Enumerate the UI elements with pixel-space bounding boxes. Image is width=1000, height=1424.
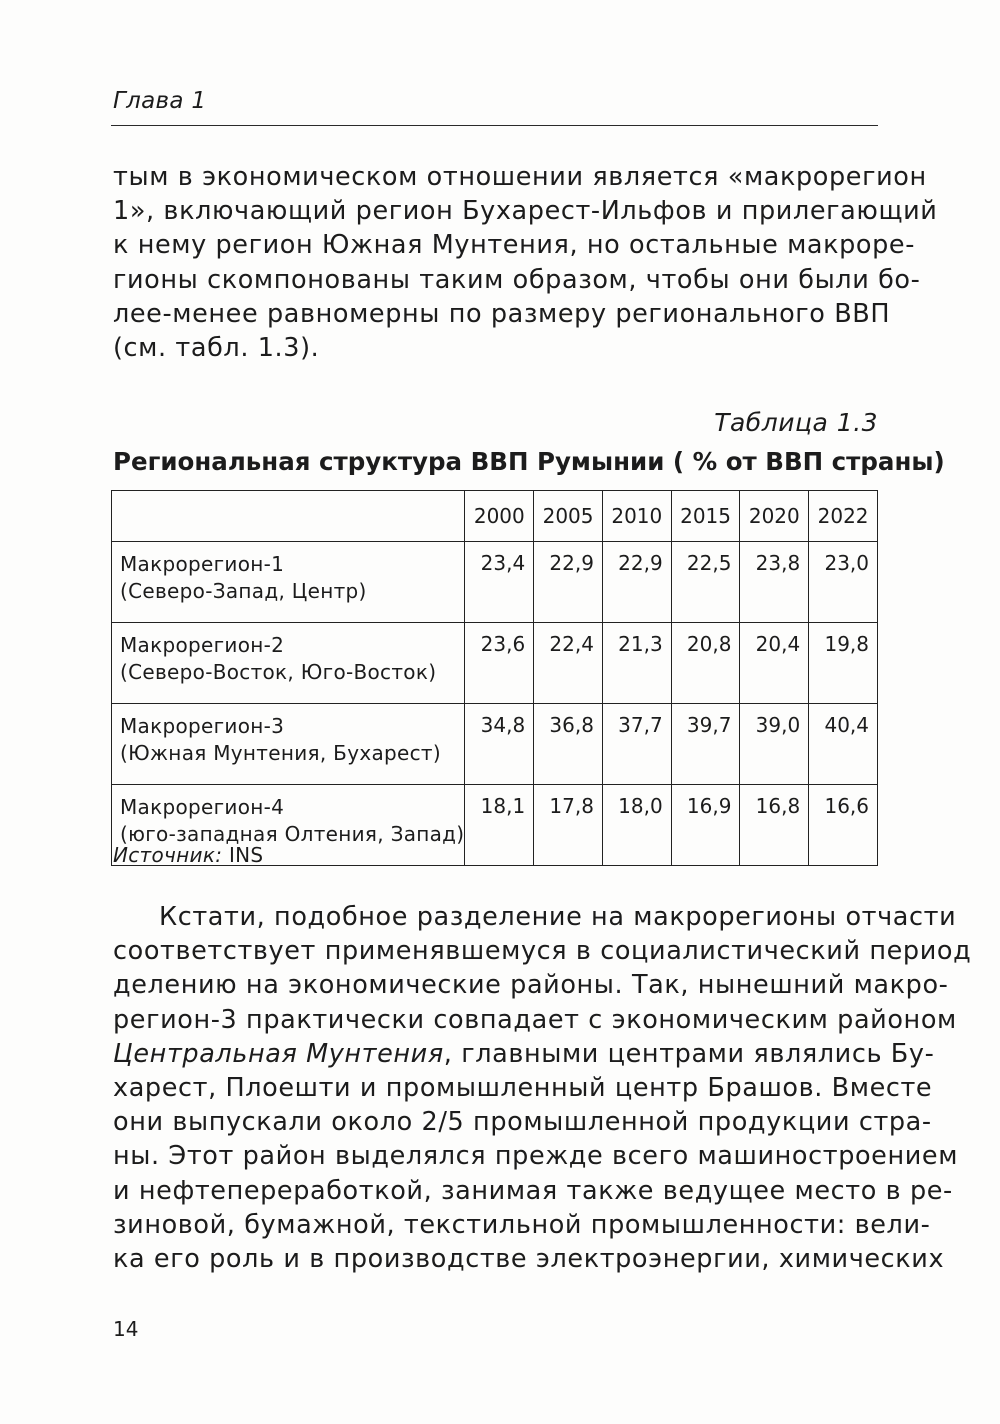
value-cell: 19,8 [809, 623, 878, 704]
emphasis-term: Центральная Мунтения [113, 1038, 444, 1069]
paragraph-line [113, 1037, 935, 1071]
paragraph-line: ка его роль и в производстве электроэнергии, химических [113, 1244, 945, 1275]
paragraph-line: регион-3 практически совпадает с экономическим районом [113, 1004, 957, 1035]
region-name-cell [112, 542, 465, 623]
table-source [113, 843, 263, 867]
value-cell: 37,7 [602, 704, 671, 785]
paragraph-line: ны. Этот район выделялся прежде всего машиностроением [113, 1141, 959, 1172]
year-header: 2015 [671, 491, 740, 542]
value-cell: 16,6 [809, 785, 878, 866]
value-cell: 23,0 [809, 542, 878, 623]
region-name: Макрорегион-4 [120, 795, 285, 819]
value-cell: 36,8 [534, 704, 603, 785]
paragraph-top [113, 160, 938, 365]
value-cell: 18,1 [465, 785, 534, 866]
header-rule [111, 125, 878, 126]
paragraph-line: лее-менее равномерны по размеру регионального ВВП [113, 298, 891, 329]
table-row [112, 623, 878, 704]
value-cell: 22,9 [602, 542, 671, 623]
year-header: 2020 [740, 491, 809, 542]
year-header: 2022 [809, 491, 878, 542]
value-cell: 16,9 [671, 785, 740, 866]
paragraph-line: (см. табл. 1.3). [113, 333, 320, 364]
paragraph-line: делению на экономические районы. Так, нынешний макро- [113, 970, 949, 1001]
value-cell: 20,4 [740, 623, 809, 704]
paragraph-line: гионы скомпонованы таким образом, чтобы они были бо- [113, 264, 921, 295]
region-name: Макрорегион-3 [120, 714, 285, 738]
header-blank-cell [112, 491, 465, 542]
value-cell: 22,5 [671, 542, 740, 623]
table-label: Таблица 1.3 [714, 408, 878, 437]
table-row [112, 704, 878, 785]
region-name: Макрорегион-1 [120, 552, 285, 576]
paragraph-line: соответствует применявшемуся в социалистический период [113, 936, 972, 967]
value-cell: 23,8 [740, 542, 809, 623]
value-cell: 39,0 [740, 704, 809, 785]
source-value: INS [228, 843, 264, 867]
paragraph-line: Кстати, подобное разделение на макрорегионы отчасти [159, 902, 957, 932]
source-label: Источник: [113, 843, 223, 867]
paragraph-line: к нему регион Южная Мунтения, но остальные макроре- [113, 230, 916, 261]
value-cell: 22,4 [534, 623, 603, 704]
table-title: Региональная структура ВВП Румынии ( % от ВВП страны) [113, 447, 945, 476]
paragraph-bottom [113, 900, 972, 1276]
region-detail: (юго-западная Олтения, Запад) [120, 822, 465, 846]
value-cell: 17,8 [534, 785, 603, 866]
paragraph-line: они выпускали около 2/5 промышленной продукции стра- [113, 1107, 932, 1138]
page-number: 14 [113, 1317, 139, 1341]
year-header: 2010 [602, 491, 671, 542]
gdp-table [111, 490, 878, 866]
value-cell: 39,7 [671, 704, 740, 785]
value-cell: 23,4 [465, 542, 534, 623]
table-row [112, 542, 878, 623]
region-name-cell [112, 704, 465, 785]
value-cell: 16,8 [740, 785, 809, 866]
paragraph-line: зиновой, бумажной, текстильной промышленности: вели- [113, 1209, 931, 1240]
paragraph-line: тым в экономическом отношении является «макрорегион [113, 162, 927, 192]
region-name-cell [112, 623, 465, 704]
value-cell: 40,4 [809, 704, 878, 785]
value-cell: 23,6 [465, 623, 534, 704]
value-cell: 21,3 [602, 623, 671, 704]
value-cell: 18,0 [602, 785, 671, 866]
paragraph-line: 1», включающий регион Бухарест-Ильфов и прилегающий [113, 196, 938, 227]
paragraph-line: и нефтепереработкой, занимая также ведущее место в ре- [113, 1175, 953, 1206]
paragraph-line-rest: , главными центрами являлись Бу- [443, 1038, 935, 1069]
value-cell: 20,8 [671, 623, 740, 704]
year-header: 2000 [465, 491, 534, 542]
value-cell: 34,8 [465, 704, 534, 785]
paragraph-line: харест, Плоешти и промышленный центр Брашов. Вместе [113, 1073, 933, 1104]
region-detail: (Северо-Восток, Юго-Восток) [120, 660, 437, 684]
table-header-row [112, 491, 878, 542]
running-head: Глава 1 [113, 88, 207, 114]
region-detail: (Южная Мунтения, Бухарест) [120, 741, 441, 765]
year-header: 2005 [534, 491, 603, 542]
region-detail: (Северо-Запад, Центр) [120, 579, 367, 603]
region-name: Макрорегион-2 [120, 633, 285, 657]
value-cell: 22,9 [534, 542, 603, 623]
